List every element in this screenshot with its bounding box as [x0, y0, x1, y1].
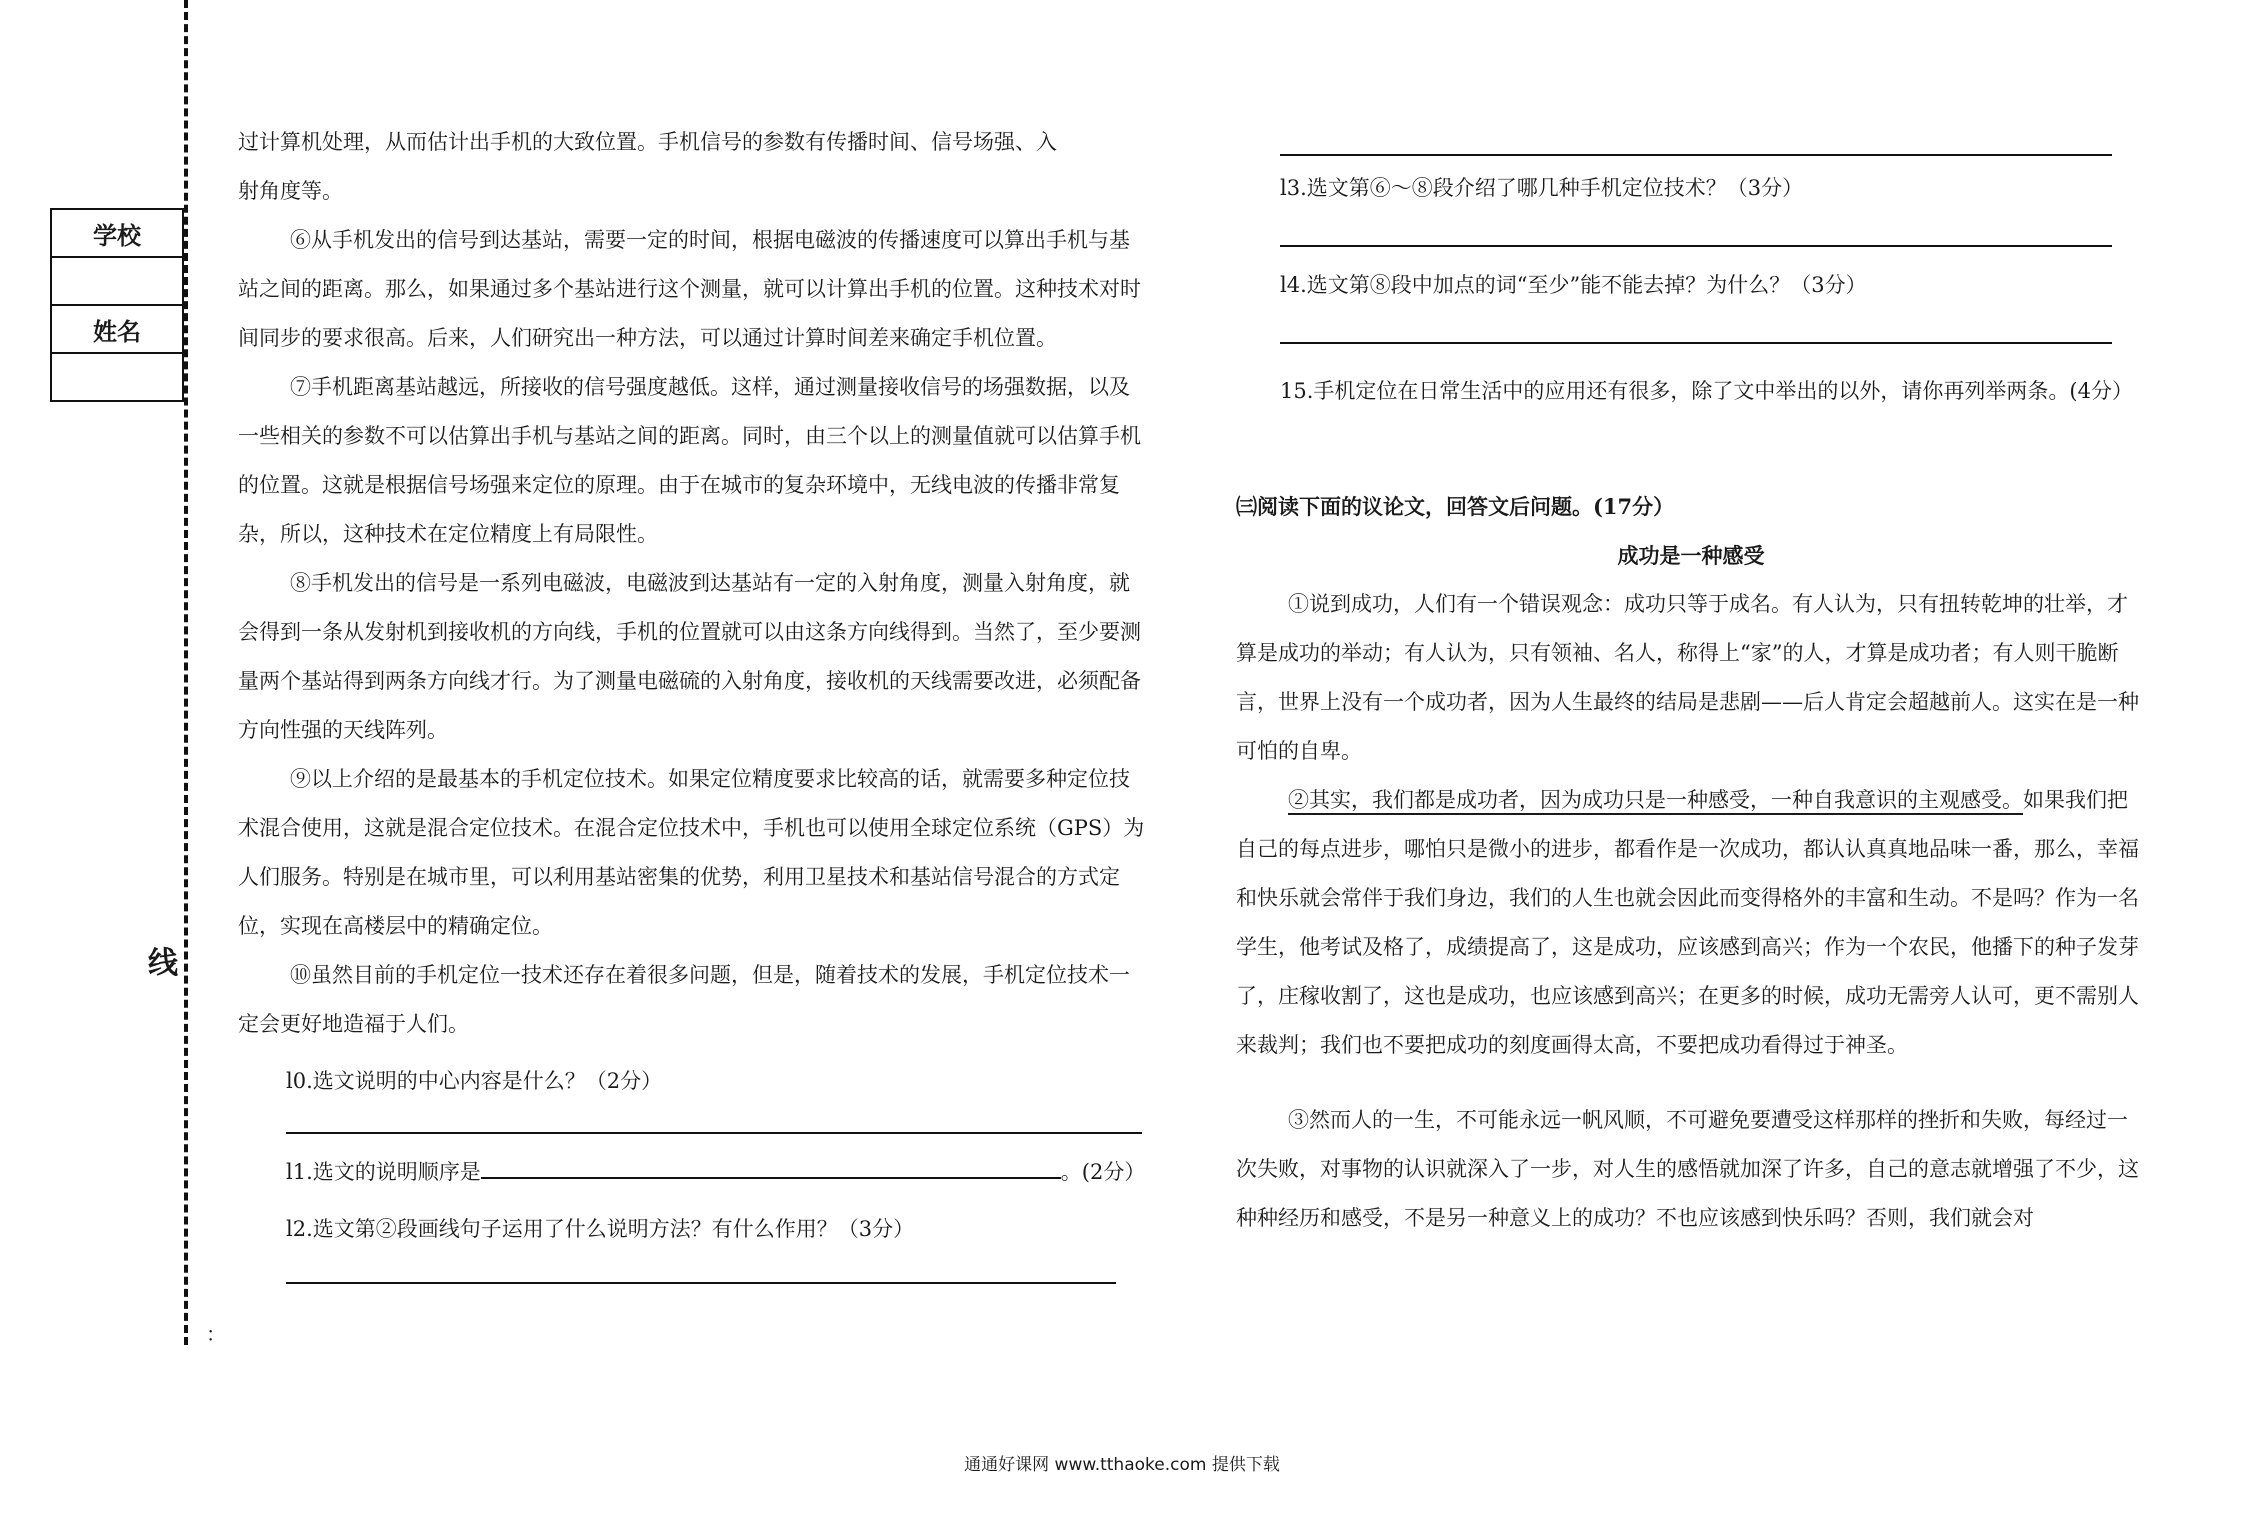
question-13: l3.选文第⑥～⑧段介绍了哪几种手机定位技术？（3分）: [1280, 176, 1804, 200]
binding-dashed-line: [184, 0, 188, 1345]
essay-paragraph-2-rest: 如果我们把自己的每点进步，哪怕只是微小的进步，都看作是一次成功，都认认真真地品味一番，那么，幸福和快乐就会常伴于我们身边，我们的人生也就会因此而变得格外的丰富和生动。不是吗？作为一名学生，他考试及格了，成绩提高了，这是成功，应该感到高兴；作为一个农民，他播下的种子发芽了，庄稼收割了，这也是成功，也应该感到高兴；在更多的时候，成功无需旁人认可，更不需别人来裁判；我们也不要把成功的刻度画得太高，不要把成功看得过于神圣。: [1236, 788, 2139, 1057]
essay-paragraph-3: ③然而人的一生，不可能永远一帆风顺，不可避免要遭受这样那样的挫折和失败，每经过一次失败，对事物的认识就深入了一步，对人生的感悟就加深了许多，自己的意志就增强了不少，这种种经历和感受，不是另一种意义上的成功？不也应该感到快乐吗？否则，我们就会对: [1236, 1108, 2139, 1230]
question-11-suffix: 。(2分）: [1060, 1160, 1146, 1184]
paragraph-10: ⑩虽然目前的手机定位一技术还存在着很多问题，但是，随着技术的发展，手机定位技术一定会更好地造福于人们。: [238, 963, 1130, 1036]
essay-title: 成功是一种感受: [1617, 543, 1765, 568]
answer-line-12-continued[interactable]: [1280, 132, 2112, 156]
passage-continuation-line-1: 过计算机处理，从而估计出手机的大致位置。手机信号的参数有传播时间、信号场强、入: [238, 130, 1057, 154]
question-11: [238, 1148, 1146, 1197]
question-11-prefix: l1.选文的说明顺序是: [286, 1160, 481, 1184]
paragraph-8: ⑧手机发出的信号是一系列电磁波，电磁波到达基站有一定的入射角度，测量入射角度，就会得到一条从发射机到接收机的方向线，手机的位置就可以由这条方向线得到。当然了，至少要测量两个基站得到两条方向线才行。为了测量电磁硫的入射角度，接收机的天线需要改进，必须配备方向性强的天线阵列。: [238, 571, 1141, 742]
paragraph-6: ⑥从手机发出的信号到达基站，需要一定的时间，根据电磁波的传播速度可以算出手机与基站之间的距离。那么，如果通过多个基站进行这个测量，就可以计算出手机的位置。这种技术对时间同步的要求很高。后来，人们研究出一种方法，可以通过计算时间差来确定手机位置。: [238, 228, 1141, 350]
question-14: l4.选文第⑧段中加点的词“至少”能不能去掉？为什么？（3分）: [1280, 273, 1867, 297]
left-column: [238, 118, 1146, 1290]
answer-line-10[interactable]: [286, 1110, 1142, 1134]
paragraph-9: ⑨以上介绍的是最基本的手机定位技术。如果定位精度要求比较高的话，就需要多种定位技术混合使用，这就是混合定位技术。在混合定位技术中，手机也可以使用全球定位系统（GPS）为人们服务。特别是在城市里，可以利用基站密集的优势，利用卫星技术和基站信号混合的方式定位，实现在高楼层中的精确定位。: [238, 767, 1145, 938]
binding-line-label: 线: [148, 946, 178, 981]
name-field[interactable]: [51, 353, 183, 401]
passage-continuation-line-2: 射角度等。: [238, 179, 343, 203]
name-label: 姓名: [51, 305, 183, 353]
answer-line-12[interactable]: [286, 1260, 1116, 1284]
essay-paragraph-2: [1236, 776, 2146, 1070]
answer-blank-11[interactable]: [481, 1155, 1061, 1179]
footer-source: 通通好课网 www.tthaoke.com 提供下载: [964, 1455, 1280, 1475]
binding-mark: ：: [206, 1322, 226, 1346]
school-label: 学校: [51, 209, 183, 257]
question-12: l2.选文第②段画线句子运用了什么说明方法？有什么作用？（3分）: [286, 1217, 915, 1241]
question-10: l0.选文说明的中心内容是什么？（2分）: [286, 1069, 663, 1093]
essay-paragraph-2-underlined: ②其实，我们都是成功者，因为成功只是一种感受，一种自我意识的主观感受。: [1288, 788, 2023, 812]
essay-paragraph-1: ①说到成功，人们有一个错误观念：成功只等于成名。有人认为，只有扭转乾坤的壮举，才算是成功的举动；有人认为，只有领袖、名人，称得上“家”的人，才算是成功者；有人则干脆断言，世界上没有一个成功者，因为人生最终的结局是悲剧——后人肯定会超越前人。这实在是一种可怕的自卑。: [1236, 592, 2139, 763]
section-3-heading: ㈢阅读下面的议论文，回答文后问题。(17分）: [1236, 494, 1675, 519]
paragraph-7: ⑦手机距离基站越远，所接收的信号强度越低。这样，通过测量接收信号的场强数据，以及一些相关的参数不可以估算出手机与基站之间的距离。同时，由三个以上的测量值就可以估算手机的位置。这就是根据信号场强来定位的原理。由于在城市的复杂环境中，无线电波的传播非常复杂，所以，这种技术在定位精度上有局限性。: [238, 375, 1141, 546]
school-field[interactable]: [51, 257, 183, 305]
answer-line-14[interactable]: [1280, 320, 2112, 344]
question-15: 15.手机定位在日常生活中的应用还有很多，除了文中举出的以外，请你再列举两条。(4分）: [1280, 379, 2133, 403]
answer-line-13[interactable]: [1280, 223, 2112, 247]
student-info-table: [50, 208, 184, 402]
right-column: [1236, 118, 2146, 1243]
